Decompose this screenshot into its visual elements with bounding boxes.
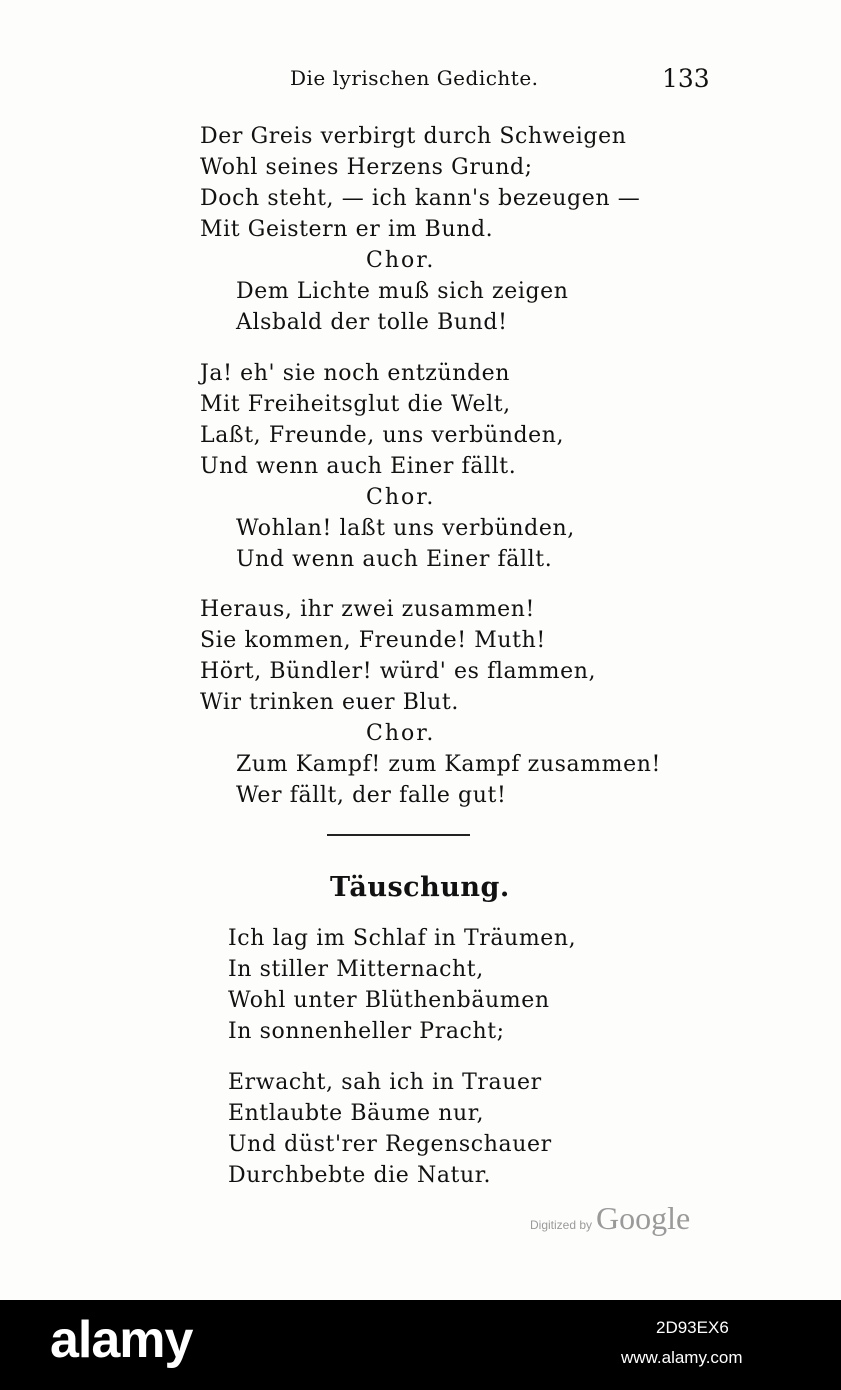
chorus-line: Wohlan! laßt uns verbünden, bbox=[236, 516, 575, 541]
running-header: Die lyrischen Gedichte. bbox=[290, 66, 539, 90]
poem-title: Täuschung. bbox=[330, 872, 510, 903]
verse-line: Wohl unter Blüthenbäumen bbox=[228, 988, 550, 1013]
chorus-label: Chor. bbox=[366, 721, 436, 746]
section-divider bbox=[327, 834, 470, 836]
verse-line: In stiller Mitternacht, bbox=[228, 957, 484, 982]
verse-line: Sie kommen, Freunde! Muth! bbox=[200, 628, 546, 653]
verse-line: Ich lag im Schlaf in Träumen, bbox=[228, 926, 577, 951]
chorus-label: Chor. bbox=[366, 485, 436, 510]
chorus-line: Alsbald der tolle Bund! bbox=[236, 310, 508, 335]
page-number: 133 bbox=[662, 64, 710, 93]
chorus-label: Chor. bbox=[366, 248, 436, 273]
verse-line: Hört, Bündler! würd' es flammen, bbox=[200, 659, 597, 684]
verse-line: Mit Freiheitsglut die Welt, bbox=[200, 392, 511, 417]
verse-line: Laßt, Freunde, uns verbünden, bbox=[200, 423, 565, 448]
verse-line: Mit Geistern er im Bund. bbox=[200, 217, 494, 242]
verse-line: In sonnenheller Pracht; bbox=[228, 1019, 505, 1044]
verse-line: Und düst'rer Regenschauer bbox=[228, 1132, 552, 1157]
verse-line: Heraus, ihr zwei zusammen! bbox=[200, 597, 535, 622]
verse-line: Ja! eh' sie noch entzünden bbox=[200, 361, 511, 386]
chorus-line: Dem Lichte muß sich zeigen bbox=[236, 279, 569, 304]
image-id: 2D93EX6 bbox=[656, 1318, 729, 1337]
chorus-line: Wer fällt, der falle gut! bbox=[236, 783, 507, 808]
google-logo: Google bbox=[596, 1200, 691, 1236]
verse-line: Durchbebte die Natur. bbox=[228, 1163, 492, 1188]
verse-line: Erwacht, sah ich in Trauer bbox=[228, 1070, 542, 1095]
alamy-logo: alamy bbox=[50, 1311, 193, 1369]
chorus-line: Und wenn auch Einer fällt. bbox=[236, 547, 553, 572]
chorus-line: Zum Kampf! zum Kampf zusammen! bbox=[236, 752, 661, 777]
verse-line: Doch steht, — ich kann's bezeugen — bbox=[200, 186, 641, 211]
verse-line: Und wenn auch Einer fällt. bbox=[200, 454, 517, 479]
digitized-prefix: Digitized by bbox=[530, 1218, 593, 1232]
verse-line: Wir trinken euer Blut. bbox=[200, 690, 459, 715]
site-url: www.alamy.com bbox=[621, 1348, 743, 1367]
digitized-watermark bbox=[530, 1200, 690, 1237]
verse-line: Der Greis verbirgt durch Schweigen bbox=[200, 124, 627, 149]
verse-line: Entlaubte Bäume nur, bbox=[228, 1101, 485, 1126]
verse-line: Wohl seines Herzens Grund; bbox=[200, 155, 533, 180]
